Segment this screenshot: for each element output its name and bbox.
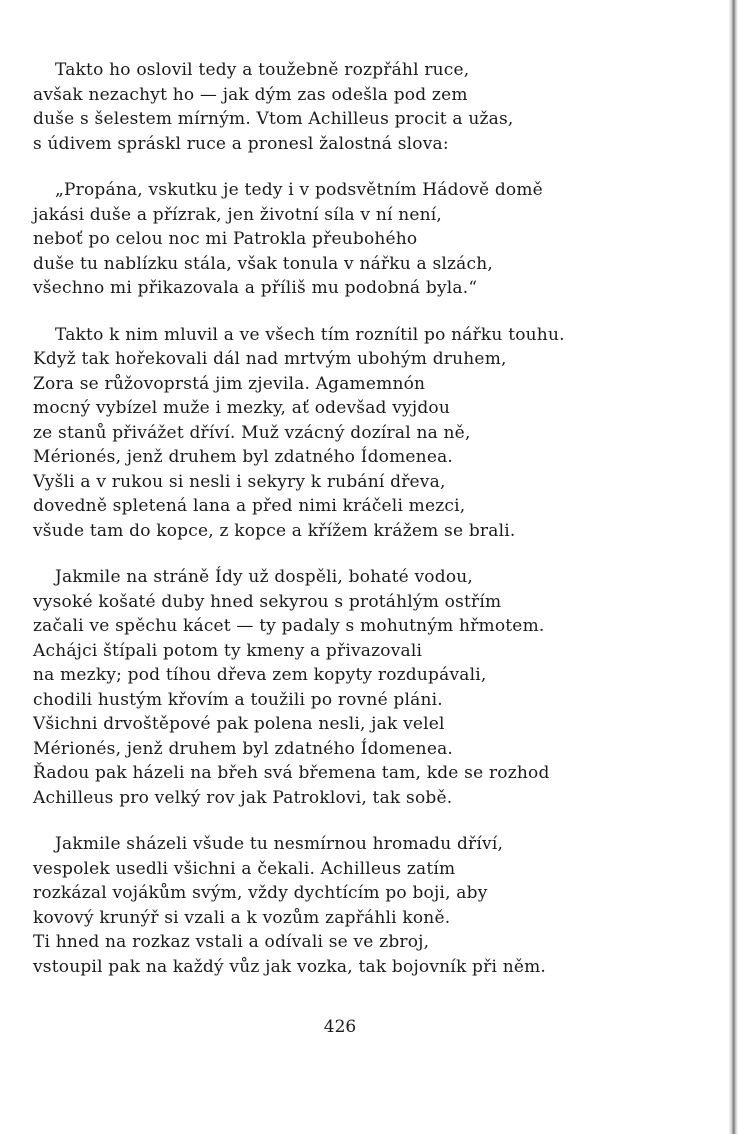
verse-line: ze stanů přivážet dříví. Muž vzácný dozíral na ně, [33, 422, 471, 443]
verse-line: Jakmile na stráně Ídy už dospěli, bohaté vodou, [55, 567, 474, 587]
verse-line: Achilleus pro velký rov jak Patroklovi, tak sobě. [33, 787, 453, 808]
verse-line: Takto k nim mluvil a ve všech tím roznítil po nářku touhu. [55, 324, 565, 345]
poem-text [33, 58, 673, 1001]
stanza-4 [33, 565, 673, 810]
verse-line: Vyšli a v rukou si nesli i sekyry k rubání dřeva, [33, 471, 446, 492]
verse-line: všechno mi přikazovala a příliš mu podobná byla.“ [33, 278, 478, 298]
verse-line: avšak nezachyt ho — jak dým zas odešla pod zem [33, 84, 468, 105]
verse-line: neboť po celou noc mi Patrokla přeubohého [33, 229, 418, 249]
verse-line: „Propána, vskutku je tedy i v podsvětním Hádově domě [55, 180, 543, 200]
verse-line: duše s šelestem mírným. Vtom Achilleus procit a užas, [33, 109, 514, 129]
stanza-2 [33, 178, 673, 301]
verse-line: Když tak hořekovali dál nad mrtvým ubohým druhem, [33, 349, 507, 369]
verse-line: Takto ho oslovil tedy a toužebně rozpřáhl ruce, [55, 60, 470, 80]
verse-line: začali ve spěchu kácet — ty padaly s mohutným hřmotem. [33, 616, 545, 636]
verse-line: na mezky; pod tíhou dřeva zem kopyty rozdupávali, [33, 665, 487, 685]
stanza-3 [33, 323, 673, 544]
verse-line: Mérionés, jenž druhem byl zdatného Ídomenea. [33, 447, 454, 467]
page-number: 426 [323, 1017, 357, 1037]
verse-line: Všichni drvoštěpové pak polena nesli, jak velel [33, 714, 445, 734]
verse-line: vysoké košaté duby hned sekyrou s protáhlým ostřím [33, 591, 502, 612]
verse-line: Mérionés, jenž druhem byl zdatného Ídomenea. [33, 738, 454, 759]
stanza-5 [33, 832, 673, 979]
book-binding-shadow [714, 0, 738, 1134]
verse-line: kovový krunýř si vzali a k vozům zapřáhli koně. [33, 907, 451, 928]
verse-line: rozkázal vojákům svým, vždy dychtícím po boji, aby [33, 883, 488, 903]
verse-line: Zora se růžovoprstá jim zjevila. Agamemnón [33, 373, 426, 394]
verse-line: chodili hustým křovím a toužili po rovné pláni. [33, 689, 443, 710]
verse-line: Achájci štípali potom ty kmeny a přivazovali [33, 640, 423, 661]
verse-line: mocný vybízel muže i mezky, ať odevšad vyjdou [33, 398, 450, 418]
verse-line: dovedně spletená lana a před nimi kráčeli mezci, [33, 496, 466, 516]
verse-line: duše tu nablízku stála, však tonula v nářku a slzách, [33, 253, 493, 274]
verse-line: Řadou pak házeli na břeh svá břemena tam, kde se rozhod [33, 763, 550, 783]
verse-line: jakási duše a přízrak, jen životní síla v ní není, [33, 204, 443, 225]
verse-line: Ti hned na rozkaz vstali a odívali se ve zbroj, [33, 932, 430, 952]
verse-line: s údivem spráskl ruce a pronesl žalostná slova: [33, 133, 449, 154]
verse-line: vespolek usedli všichni a čekali. Achilleus zatím [33, 858, 456, 879]
verse-line: všude tam do kopce, z kopce a křížem krážem se brali. [33, 520, 516, 541]
stanza-1 [33, 58, 673, 156]
verse-line: vstoupil pak na každý vůz jak vozka, tak bojovník při něm. [33, 956, 547, 977]
verse-line: Jakmile sházeli všude tu nesmírnou hromadu dříví, [55, 834, 504, 854]
